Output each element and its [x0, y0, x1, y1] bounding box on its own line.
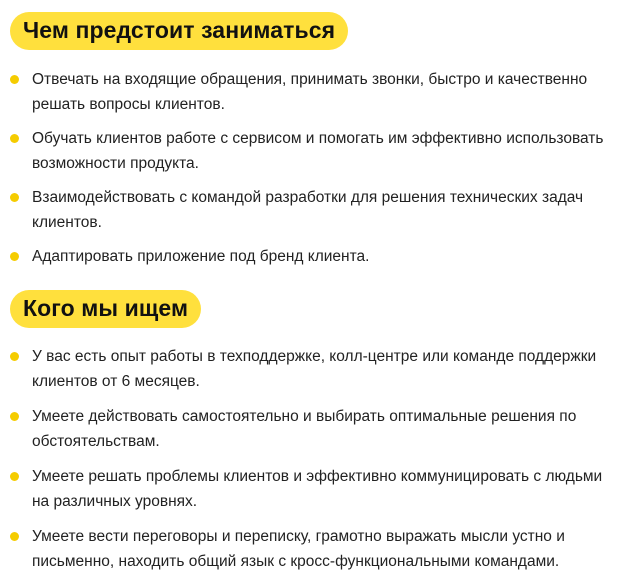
- requirements-heading: Кого мы ищем: [10, 290, 201, 328]
- bullet-dot-icon: [10, 134, 19, 143]
- bullet-dot-icon: [10, 252, 19, 261]
- list-item-text: Умеете вести переговоры и переписку, грамотно выражать мысли устно и письменно, находить общий язык с кросс-функциональными командами.: [32, 528, 565, 570]
- list-item-text: Взаимодействовать с командой разработки для решения технических задач клиентов.: [32, 189, 584, 231]
- duties-heading: Чем предстоит заниматься: [10, 12, 348, 50]
- bullet-dot-icon: [10, 412, 19, 421]
- requirements-list: [0, 344, 617, 574]
- list-item: [0, 404, 617, 454]
- list-item-text: У вас есть опыт работы в техподдержке, колл-центре или команде поддержки клиентов от 6 месяцев.: [32, 348, 597, 390]
- bullet-dot-icon: [10, 75, 19, 84]
- list-item-text: Умеете решать проблемы клиентов и эффективно коммуницировать с людьми на различных уровнях.: [32, 468, 603, 510]
- list-item: [0, 464, 617, 514]
- duties-list: [0, 67, 617, 269]
- requirements-section: [0, 290, 617, 584]
- list-item: [0, 126, 617, 176]
- list-item: [0, 344, 617, 394]
- bullet-dot-icon: [10, 532, 19, 541]
- bullet-dot-icon: [10, 193, 19, 202]
- list-item: [0, 244, 617, 269]
- duties-section: [0, 12, 617, 278]
- list-item: [0, 67, 617, 117]
- bullet-dot-icon: [10, 472, 19, 481]
- list-item-text: Отвечать на входящие обращения, принимать звонки, быстро и качественно решать вопросы клиентов.: [32, 71, 588, 113]
- list-item-text: Адаптировать приложение под бренд клиента.: [32, 248, 370, 265]
- list-item-text: Умеете действовать самостоятельно и выбирать оптимальные решения по обстоятельствам.: [32, 408, 577, 450]
- list-item: [0, 185, 617, 235]
- bullet-dot-icon: [10, 352, 19, 361]
- list-item: [0, 524, 617, 574]
- list-item-text: Обучать клиентов работе с сервисом и помогать им эффективно использовать возможности продукта.: [32, 130, 604, 172]
